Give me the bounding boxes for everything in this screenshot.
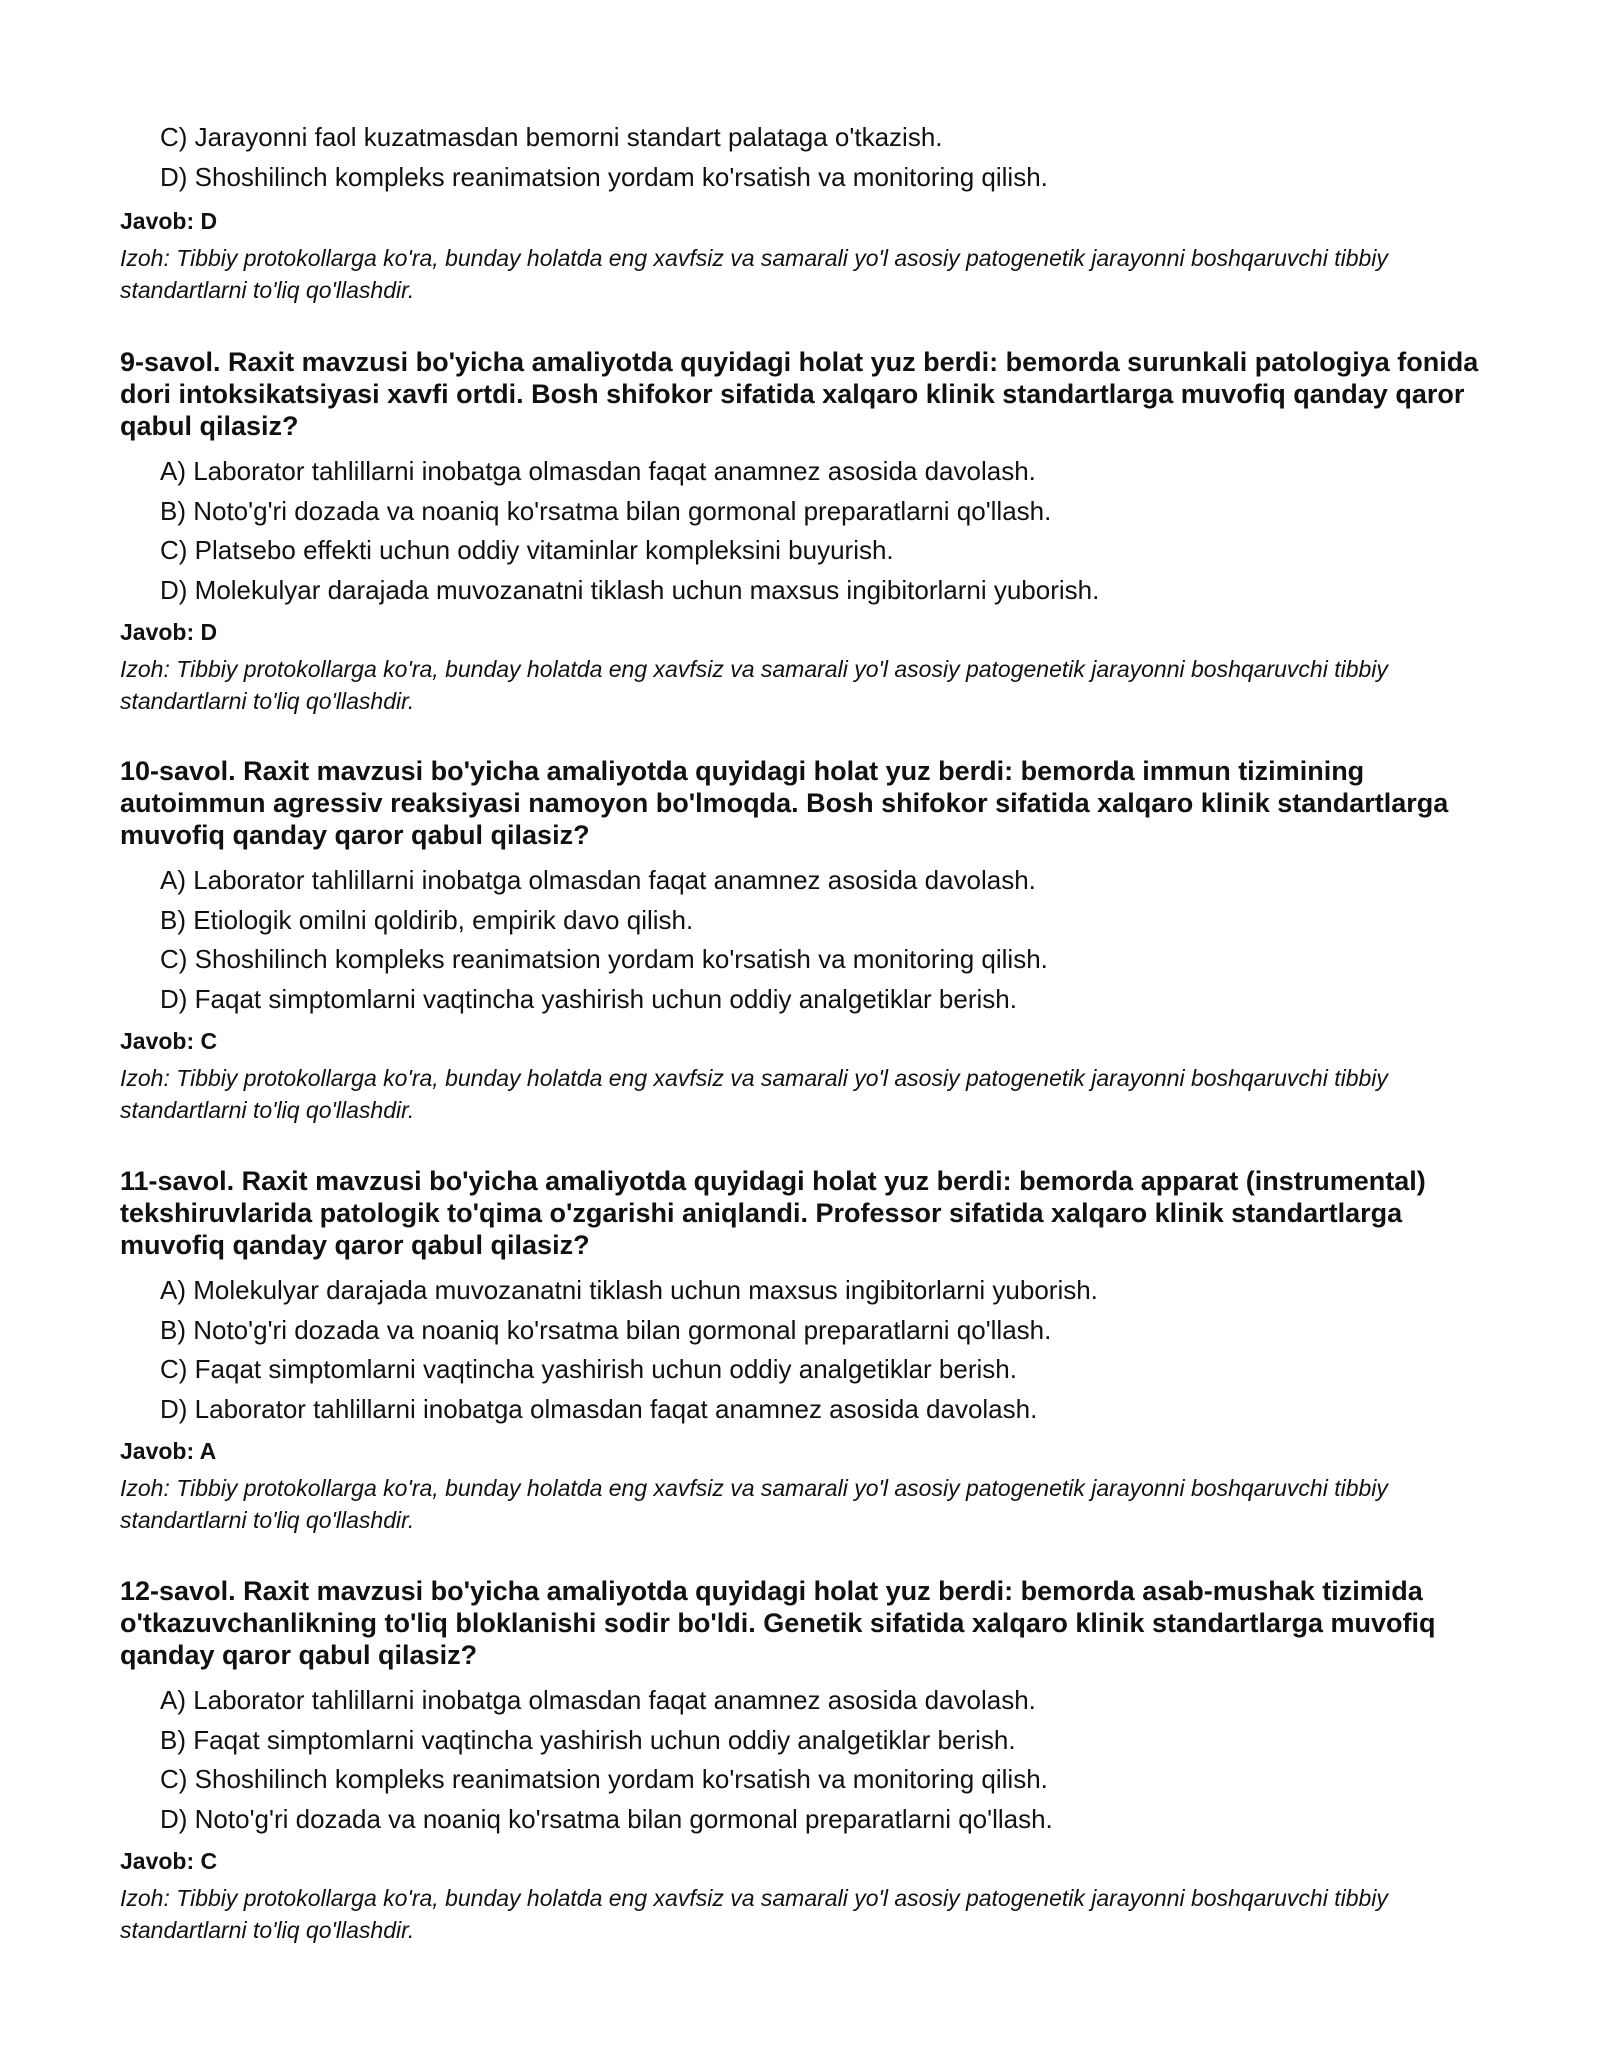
explanation-note: Izoh: Tibbiy protokollarga ko'ra, bunday holatda eng xavfsiz va samarali yo'l asosiy patogenetik jarayonni boshqaruvchi tibbiy standartlarni to'liq qo'llashdir. xyxy=(120,1065,1388,1123)
explanation-note: Izoh: Tibbiy protokollarga ko'ra, bunday holatda eng xavfsiz va samarali yo'l asosiy patogenetik jarayonni boshqaruvchi tibbiy standartlarni to'liq qo'llashdir. xyxy=(120,245,1388,303)
option-c: C) Shoshilinch kompleks reanimatsion yordam ko'rsatish va monitoring qilish. xyxy=(160,1764,1048,1794)
question-title: 12-savol. Raxit mavzusi bo'yicha amaliyotda quyidagi holat yuz berdi: bemorda asab-mushak tizimida o'tkazuvchanlikning to'liq bloklanishi sodir bo'ldi. Genetik sifatida xalqaro klinik standartlarga muvofiq qanday qaror qabul qilasiz? xyxy=(120,1576,1436,1670)
option-d: D) Molekulyar darajada muvozanatni tiklash uchun maxsus ingibitorlarni yuborish. xyxy=(160,574,1100,605)
answer-label: Javob: C xyxy=(120,1848,218,1874)
option-a: A) Molekulyar darajada muvozanatni tiklash uchun maxsus ingibitorlarni yuborish. xyxy=(160,1275,1098,1305)
option-a: A) Laborator tahlillarni inobatga olmasdan faqat anamnez asosida davolash. xyxy=(160,865,1036,895)
option-b: B) Faqat simptomlarni vaqtincha yashirish uchun oddiy analgetiklar berish. xyxy=(160,1724,1016,1755)
option-d: D) Laborator tahlillarni inobatga olmasdan faqat anamnez asosida davolash. xyxy=(160,1393,1038,1424)
option-c: C) Platsebo effekti uchun oddiy vitaminlar kompleksini buyurish. xyxy=(160,535,894,565)
option-d: D) Noto'g'ri dozada va noaniq ko'rsatma bilan gormonal preparatlarni qo'llash. xyxy=(160,1803,1053,1834)
explanation-note: Izoh: Tibbiy protokollarga ko'ra, bunday holatda eng xavfsiz va samarali yo'l asosiy patogenetik jarayonni boshqaruvchi tibbiy standartlarni to'liq qo'llashdir. xyxy=(120,1475,1388,1533)
option-b: B) Noto'g'ri dozada va noaniq ko'rsatma bilan gormonal preparatlarni qo'llash. xyxy=(160,1314,1052,1345)
option-d: D) Faqat simptomlarni vaqtincha yashirish uchun oddiy analgetiklar berish. xyxy=(160,983,1017,1014)
option-c: C) Shoshilinch kompleks reanimatsion yordam ko'rsatish va monitoring qilish. xyxy=(160,944,1048,974)
option-a: A) Laborator tahlillarni inobatga olmasdan faqat anamnez asosida davolash. xyxy=(160,456,1036,486)
explanation-note: Izoh: Tibbiy protokollarga ko'ra, bunday holatda eng xavfsiz va samarali yo'l asosiy patogenetik jarayonni boshqaruvchi tibbiy standartlarni to'liq qo'llashdir. xyxy=(120,656,1388,714)
option-list xyxy=(160,861,1480,1019)
question-title: 11-savol. Raxit mavzusi bo'yicha amaliyotda quyidagi holat yuz berdi: bemorda apparat (instrumental) tekshiruvlarida patologik to'qima o'zgarishi aniqlandi. Professor sifatida xalqaro klinik standartlarga muvofiq qanday qaror qabul qilasiz? xyxy=(120,1166,1426,1260)
option-list xyxy=(160,1271,1480,1429)
answer-label: Javob: D xyxy=(120,619,218,645)
answer-label: Javob: A xyxy=(120,1438,217,1464)
answer-label: Javob: C xyxy=(120,1028,218,1054)
question-title: 10-savol. Raxit mavzusi bo'yicha amaliyotda quyidagi holat yuz berdi: bemorda immun tizimining autoimmun agressiv reaksiyasi namoyon bo'lmoqda. Bosh shifokor sifatida xalqaro klinik standartlarga muvofiq qanday qaror qabul qilasiz? xyxy=(120,756,1449,850)
option-b: B) Etiologik omilni qoldirib, empirik davo qilish. xyxy=(160,904,694,935)
option-a: A) Laborator tahlillarni inobatga olmasdan faqat anamnez asosida davolash. xyxy=(160,1685,1036,1715)
explanation-note: Izoh: Tibbiy protokollarga ko'ra, bunday holatda eng xavfsiz va samarali yo'l asosiy patogenetik jarayonni boshqaruvchi tibbiy standartlarni to'liq qo'llashdir. xyxy=(120,1885,1388,1943)
answer-label: Javob: D xyxy=(120,208,218,234)
option-d: D) Shoshilinch kompleks reanimatsion yordam ko'rsatish va monitoring qilish. xyxy=(160,161,1048,192)
option-c: C) Jarayonni faol kuzatmasdan bemorni standart palataga o'tkazish. xyxy=(160,122,943,152)
option-list xyxy=(160,118,1480,197)
option-list xyxy=(160,452,1480,610)
question-title: 9-savol. Raxit mavzusi bo'yicha amaliyotda quyidagi holat yuz berdi: bemorda surunkali patologiya fonida dori intoksikatsiyasi xavfi ortdi. Bosh shifokor sifatida xalqaro klinik standartlarga muvofiq qanday qaror qabul qilasiz? xyxy=(120,347,1479,441)
option-list xyxy=(160,1681,1480,1839)
option-c: C) Faqat simptomlarni vaqtincha yashirish uchun oddiy analgetiklar berish. xyxy=(160,1354,1017,1384)
option-b: B) Noto'g'ri dozada va noaniq ko'rsatma bilan gormonal preparatlarni qo'llash. xyxy=(160,495,1052,526)
